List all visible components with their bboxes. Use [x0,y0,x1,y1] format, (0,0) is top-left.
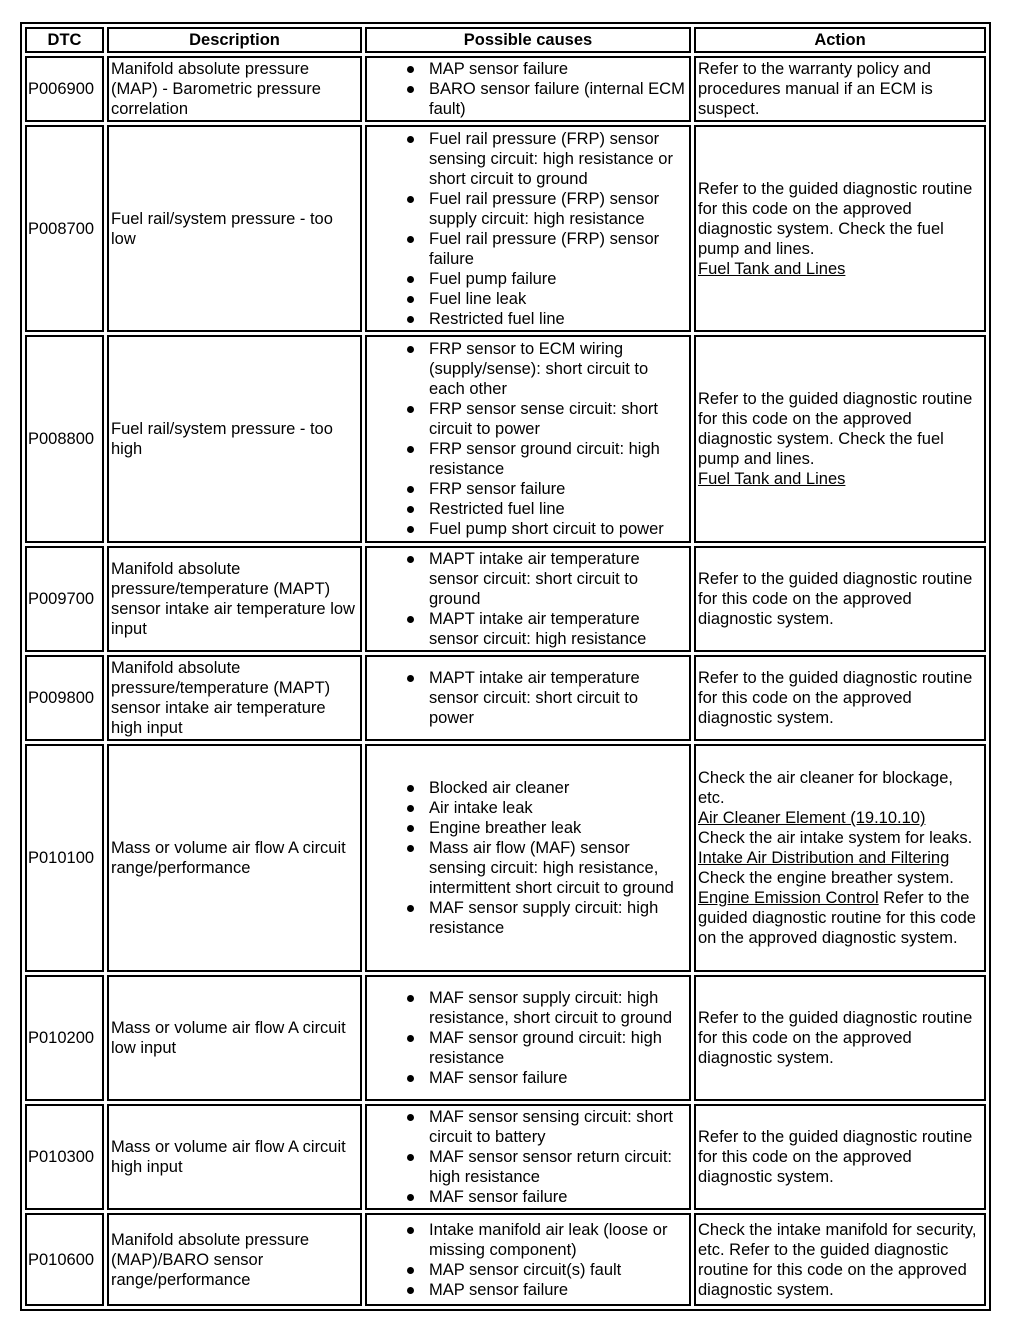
possible-causes [365,744,691,972]
dtc-description: Manifold absolute pressure (MAP) - Barometric pressure correlation [107,56,362,122]
cause-item: Restricted fuel line [429,499,687,519]
intake-air-distribution-link[interactable]: Intake Air Distribution and Filtering [698,849,950,868]
cause-item: MAP sensor circuit(s) fault [429,1260,687,1280]
fuel-tank-and-lines-link[interactable]: Fuel Tank and Lines [698,470,846,489]
cause-item: FRP sensor sense circuit: short circuit to power [429,399,687,439]
dtc-code: P010300 [25,1104,104,1210]
cause-item: Engine breather leak [429,818,687,838]
table-row [25,335,986,543]
action-text: Refer to the guided diagnostic routine for this code on the approved diagnostic system. [698,669,973,728]
fuel-tank-and-lines-link[interactable]: Fuel Tank and Lines [698,259,846,278]
action-cell [694,744,986,972]
cause-item: FRP sensor to ECM wiring (supply/sense): short circuit to each other [429,339,687,399]
table-row [25,655,986,741]
possible-causes [365,335,691,543]
header-description: Description [107,27,362,53]
cause-item: MAF sensor ground circuit: high resistance [429,1028,687,1068]
possible-causes [365,125,691,333]
cause-item: MAP sensor failure [429,59,687,79]
cause-item: Blocked air cleaner [429,778,687,798]
dtc-description: Mass or volume air flow A circuit range/performance [107,744,362,972]
cause-item: FRP sensor ground circuit: high resistance [429,439,687,479]
cause-item: Intake manifold air leak (loose or missing component) [429,1220,687,1260]
action-text: Check the air cleaner for blockage, etc. [698,769,953,808]
cause-item: MAPT intake air temperature sensor circuit: short circuit to power [429,668,687,728]
engine-emission-control-link[interactable]: Engine Emission Control [698,889,879,908]
cause-item: MAPT intake air temperature sensor circuit: short circuit to ground [429,549,687,609]
dtc-code: P010600 [25,1213,104,1306]
action-cell [694,546,986,652]
action-text: Refer to the guided diagnostic routine for this code on the approved diagnostic system. [698,889,976,948]
table-row [25,56,986,122]
header-dtc: DTC [25,27,104,53]
air-cleaner-element-link[interactable]: Air Cleaner Element (19.10.10) [698,809,926,828]
dtc-description: Manifold absolute pressure/temperature (MAPT) sensor intake air temperature low input [107,546,362,652]
cause-item: Fuel pump failure [429,269,687,289]
table-row [25,1104,986,1210]
action-cell [694,335,986,543]
cause-item: MAF sensor sensor return circuit: high resistance [429,1147,687,1187]
possible-causes [365,56,691,122]
action-text: Refer to the guided diagnostic routine for this code on the approved diagnostic system. [698,1009,973,1068]
cause-item: Air intake leak [429,798,687,818]
possible-causes [365,655,691,741]
cause-item: MAPT intake air temperature sensor circuit: high resistance [429,609,687,649]
cause-item: MAF sensor supply circuit: high resistance [429,898,687,938]
table-row [25,1213,986,1306]
dtc-description: Manifold absolute pressure (MAP)/BARO sensor range/performance [107,1213,362,1306]
cause-item: MAF sensor sensing circuit: short circuit to battery [429,1107,687,1147]
action-text: Check the engine breather system. [698,869,954,888]
action-cell [694,975,986,1101]
cause-item: Restricted fuel line [429,309,687,329]
cause-item: Fuel rail pressure (FRP) sensor failure [429,229,687,269]
possible-causes [365,546,691,652]
table-row [25,975,986,1101]
cause-item: BARO sensor failure (internal ECM fault) [429,79,687,119]
action-cell [694,1104,986,1210]
possible-causes [365,975,691,1101]
action-cell [694,56,986,122]
action-text: Check the intake manifold for security, etc. Refer to the guided diagnostic routine for this code on the approved diagnostic system. [698,1220,977,1299]
cause-item: MAP sensor failure [429,1280,687,1300]
table-row [25,546,986,652]
action-text: Refer to the guided diagnostic routine for this code on the approved diagnostic system. Check the fuel pump and lines. [698,179,973,258]
dtc-code: P010100 [25,744,104,972]
cause-item: MAF sensor failure [429,1187,687,1207]
dtc-description: Mass or volume air flow A circuit low input [107,975,362,1101]
dtc-code: P009800 [25,655,104,741]
dtc-code: P008800 [25,335,104,543]
cause-item: MAF sensor failure [429,1068,687,1088]
action-text: Refer to the guided diagnostic routine for this code on the approved diagnostic system. [698,570,973,629]
dtc-table [20,22,991,1311]
table-row [25,744,986,972]
cause-item: Fuel pump short circuit to power [429,519,687,539]
dtc-code: P006900 [25,56,104,122]
dtc-description: Fuel rail/system pressure - too high [107,335,362,543]
header-action: Action [694,27,986,53]
action-text: Refer to the guided diagnostic routine for this code on the approved diagnostic system. Check the fuel pump and lines. [698,390,973,469]
table-row [25,125,986,333]
action-text: Refer to the warranty policy and procedures manual if an ECM is suspect. [698,59,933,118]
cause-item: Fuel line leak [429,289,687,309]
cause-item: Mass air flow (MAF) sensor sensing circuit: high resistance, intermittent short circuit to ground [429,838,687,898]
cause-item: MAF sensor supply circuit: high resistance, short circuit to ground [429,988,687,1028]
dtc-code: P009700 [25,546,104,652]
possible-causes [365,1104,691,1210]
header-possible-causes: Possible causes [365,27,691,53]
dtc-description: Mass or volume air flow A circuit high input [107,1104,362,1210]
action-cell [694,655,986,741]
action-cell [694,125,986,333]
dtc-description: Manifold absolute pressure/temperature (MAPT) sensor intake air temperature high input [107,655,362,741]
action-text: Refer to the guided diagnostic routine for this code on the approved diagnostic system. [698,1128,973,1187]
possible-causes [365,1213,691,1306]
dtc-code: P008700 [25,125,104,333]
dtc-code: P010200 [25,975,104,1101]
cause-item: Fuel rail pressure (FRP) sensor sensing circuit: high resistance or short circuit to ground [429,129,687,189]
header-row [25,27,986,53]
dtc-description: Fuel rail/system pressure - too low [107,125,362,333]
action-cell [694,1213,986,1306]
action-text: Check the air intake system for leaks. [698,829,973,848]
cause-item: FRP sensor failure [429,479,687,499]
cause-item: Fuel rail pressure (FRP) sensor supply circuit: high resistance [429,189,687,229]
